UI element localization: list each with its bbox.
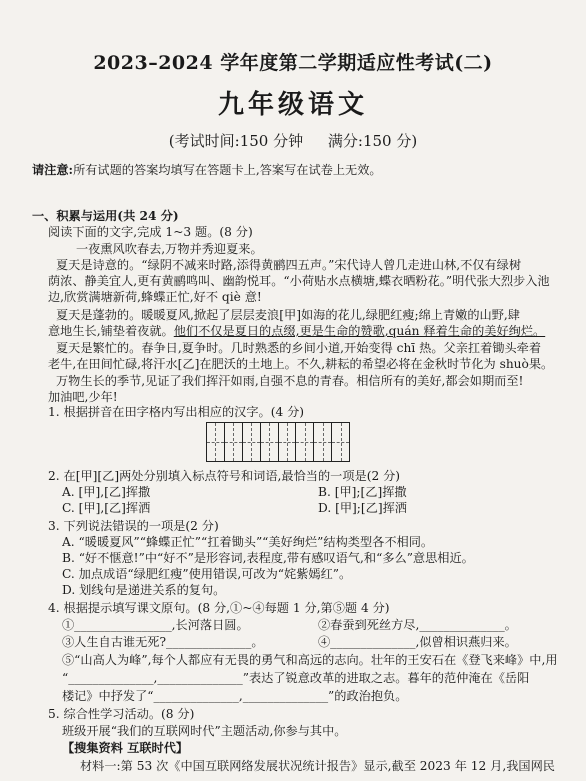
passage-line: 夏天是诗意的。“绿阴不减来时路,添得黄鹂四五声。”宋代诗人曾几走进山林,不仅有绿树: [56, 258, 522, 272]
passage-line: [48, 323, 566, 339]
q2-option-b: B. [甲];[乙]挥撒: [318, 485, 407, 499]
section-heading: 一、积累与运用(共 24 分): [32, 209, 179, 223]
q4-item-4: ④______________,似曾相识燕归来。: [318, 635, 517, 649]
grid-cell[interactable]: [225, 423, 243, 461]
exam-score: 满分:150 分): [327, 132, 418, 150]
grid-cell[interactable]: [332, 423, 349, 461]
q5-intro: 班级开展“我们的互联网时代”主题活动,你参与其中。: [62, 724, 347, 738]
reading-intro: 阅读下面的文字,完成 1~3 题。(8 分): [48, 225, 253, 239]
passage-text: 意地生长,铺垫着夜就。: [48, 324, 174, 338]
grid-cell[interactable]: [207, 423, 225, 461]
exam-time: (考试时间:150 分钟: [168, 132, 304, 150]
q4-item-5: ⑤“山高人为峰”,每个人都应有无畏的勇气和高远的志向。壮年的王安石在《登飞来峰》中,用: [62, 653, 558, 667]
q4-item-5-cont: 楼记》中抒发了“______________,______________”的政治抱负。: [62, 689, 408, 703]
notice-text: 所有试题的答案均填写在答题卡上,答案写在试卷上无效。: [73, 163, 382, 177]
q5-material: 材料一:第 53 次《中国互联网络发展状况统计报告》显示,截至 2023 年 12 月,我国网民: [80, 759, 555, 773]
q2-option-c: C. [甲],[乙]挥洒: [62, 501, 151, 515]
grid-cell[interactable]: [261, 423, 279, 461]
notice-label: 请注意:: [32, 163, 74, 177]
q4-item-3: ③人生自古谁无死?______________。: [62, 635, 264, 649]
passage-line: 一夜熏风吹春去,万物并秀迎夏来。: [76, 242, 263, 256]
grid-cell[interactable]: [314, 423, 332, 461]
q3-option-d: D. 划线句是递进关系的复句。: [62, 583, 226, 597]
q3-option-c: C. 加点成语“绿肥红瘦”使用错误,可改为“姹紫嫣红”。: [62, 567, 352, 581]
passage-line: 老牛,在田间忙碌,将汗水[乙]在肥沃的土地上。不久,耕耘的希望必将在金秋时节化为 shuò果。: [48, 357, 554, 371]
question-1: 1. 根据拼音在田字格内写出相应的汉字。(4 分): [48, 405, 305, 419]
question-2: 2. 在[甲][乙]两处分别填入标点符号和词语,最恰当的一项是(2 分): [48, 469, 401, 483]
passage-line: 万物生长的季节,见证了我们挥汗如雨,自强不息的青春。相信所有的美好,都会如期而至!: [56, 374, 524, 388]
underlined-sentence: 他们不仅是夏日的点缀,更是生命的赞歌,quán 释着生命的美好绚烂。: [173, 324, 546, 338]
passage-line: 荫浓、静美宜人,更有黄鹂鸣叫、幽韵悦耳。“小荷贴水点横塘,蝶衣晒粉花。”明代张大烈步入池: [48, 274, 550, 288]
q3-option-b: B. “好不惬意!”中“好不”是形容词,表程度,带有感叹语气,和“多么”意思相近。: [62, 551, 474, 565]
passage-line: 边,欣赏满塘新荷,蜂蝶正忙,好不 qiè 意!: [48, 290, 262, 304]
passage-line: 夏天是蓬勃的。暖暖夏风,掀起了层层麦浪[甲]如海的花儿,绿肥红瘦;绵上青嫩的山野,肆: [56, 308, 520, 322]
grid-cell[interactable]: [243, 423, 261, 461]
passage-line: 夏天是繁忙的。春争日,夏争时。几时熟悉的乡间小道,开始变得 chī 热。父亲扛着锄头牵着: [56, 341, 542, 355]
tianzige-grid[interactable]: [206, 422, 350, 462]
grid-cell[interactable]: [279, 423, 297, 461]
question-3: 3. 下列说法错误的一项是(2 分): [48, 519, 219, 533]
exam-title: 2023–2024 学年度第二学期适应性考试(二): [93, 52, 493, 74]
q4-item-2: ②春蚕到死丝方尽,______________。: [318, 618, 517, 632]
q4-item-1: ①________________,长河落日圆。: [62, 618, 249, 632]
q3-option-a: A. “暖暖夏风”“蜂蝶正忙”“扛着锄头”“美好绚烂”结构类型各不相同。: [62, 535, 434, 549]
grid-cell[interactable]: [296, 423, 314, 461]
notice: [32, 162, 566, 178]
subject-title: 九年级语文: [217, 90, 368, 120]
passage-line: 加油吧,少年!: [48, 390, 118, 404]
q2-option-d: D. [甲];[乙]挥洒: [318, 501, 407, 515]
question-5: 5. 综合性学习活动。(8 分): [48, 707, 195, 721]
question-4: 4. 根据提示填写课文原句。(8 分,①~④每题 1 分,第⑤题 4 分): [48, 601, 390, 615]
q4-item-5-cont: “______________,______________”表达了锐意改革的进取之志。暮年的范仲淹在《岳阳: [62, 671, 530, 685]
q2-option-a: A. [甲],[乙]挥撒: [62, 485, 151, 499]
q5-subheading: 【搜集资料 互联时代】: [62, 741, 189, 755]
exam-info: [0, 130, 586, 151]
